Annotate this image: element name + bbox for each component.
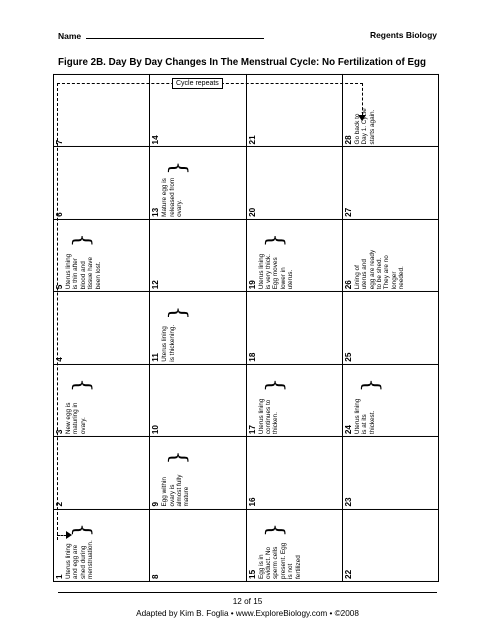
brace-icon: } (166, 160, 192, 175)
day-description: Egg within ovary is almost fully mature (161, 474, 191, 507)
calendar-day-cell (342, 509, 438, 581)
day-number: 10 (151, 425, 161, 435)
day-description: Uterus lining is very thick. Egg moves lower in uterus. (257, 253, 295, 290)
cycle-repeats-label: Cycle repeats (172, 78, 223, 89)
day-number: 3 (55, 429, 64, 435)
brace-icon: } (166, 450, 192, 465)
day-description: Uterus lining is at its thickest. (353, 398, 376, 435)
day-number: 19 (247, 280, 257, 290)
day-description: Uterus lining and egg are shed during menstruation. (65, 540, 95, 579)
calendar-day-cell (342, 437, 438, 509)
day-number: 7 (55, 139, 64, 145)
day-number: 9 (151, 501, 161, 507)
day-description: Uterus lining is thin after blood and tissue have been lost. (65, 253, 102, 290)
calendar-day-cell (150, 147, 246, 219)
brace-icon: } (262, 522, 288, 537)
day-number: 21 (247, 135, 257, 145)
page-number: 12 of 15 (232, 597, 263, 606)
brace-icon: } (70, 522, 95, 537)
calendar-week-row (54, 75, 150, 582)
day-description: Go back to Day 1. Cycle starts again. (353, 108, 376, 145)
day-number: 28 (343, 135, 353, 145)
day-number: 25 (343, 352, 353, 362)
brace-icon: } (70, 233, 95, 248)
calendar-day-cell (246, 147, 342, 219)
day-number: 26 (343, 280, 353, 290)
day-number: 4 (55, 357, 64, 362)
day-number: 15 (247, 569, 257, 579)
calendar-day-cell (150, 292, 246, 364)
brace-icon: } (262, 233, 288, 248)
calendar-week-row (150, 75, 246, 582)
calendar-day-cell (246, 509, 342, 581)
calendar-day-cell (342, 364, 438, 436)
calendar-day-cell (342, 292, 438, 364)
calendar-day-cell (54, 364, 150, 436)
day-number: 20 (247, 207, 257, 217)
calendar-day-cell (54, 437, 150, 509)
calendar-day-cell (54, 292, 150, 364)
name-label: Name (58, 31, 82, 41)
name-blank-line (86, 30, 264, 39)
day-number: 12 (151, 280, 161, 290)
day-description: Mature egg is released from ovary. (161, 177, 184, 217)
calendar-day-cell (342, 75, 438, 147)
calendar-day-cell (150, 437, 246, 509)
day-number: 8 (151, 574, 161, 579)
calendar-day-cell (342, 219, 438, 291)
day-number: 17 (247, 425, 257, 435)
brace-icon: } (262, 378, 288, 393)
brace-icon: } (166, 305, 192, 320)
day-number: 24 (343, 425, 353, 435)
calendar-day-cell (246, 219, 342, 291)
calendar-week-row (246, 75, 342, 582)
calendar-day-cell (54, 219, 150, 291)
calendar-day-cell (246, 75, 342, 147)
footer-divider (58, 592, 437, 593)
calendar-day-cell (342, 147, 438, 219)
calendar-day-cell (246, 437, 342, 509)
name-field-label (58, 30, 264, 41)
calendar-week-row (342, 75, 438, 582)
calendar-day-cell (246, 292, 342, 364)
course-title: Regents Biology (369, 30, 437, 40)
day-description: Uterus lining is thickening. (161, 324, 176, 362)
calendar-area (53, 78, 439, 578)
day-number: 16 (247, 497, 257, 507)
day-number: 5 (55, 284, 64, 290)
day-number: 27 (343, 207, 353, 217)
cycle-calendar (53, 74, 439, 582)
day-number: 18 (247, 352, 257, 362)
credit-line: Adapted by Kim B. Foglia • www.ExploreBiology.com • ©2008 (136, 609, 359, 618)
figure-title: Figure 2B. Day By Day Changes In The Menstrual Cycle: No Fertilization of Egg (58, 57, 426, 68)
day-description: Lining of uterus and egg are ready to be shed. They are no longer needed. (353, 249, 406, 290)
calendar-day-cell (54, 75, 150, 147)
brace-icon: } (358, 378, 384, 393)
day-description: Egg is in oviduct. No sperm cells present. Egg is not fertilized (257, 542, 302, 579)
calendar-day-cell (150, 509, 246, 581)
brace-icon: } (70, 378, 95, 393)
day-number: 13 (151, 207, 161, 217)
day-number: 6 (55, 212, 64, 217)
day-description: New egg is maturing in ovary. (65, 402, 87, 435)
day-number: 1 (55, 574, 64, 579)
calendar-day-cell (150, 364, 246, 436)
calendar-day-cell (54, 509, 150, 581)
day-number: 11 (151, 353, 161, 362)
day-number: 22 (343, 569, 353, 579)
day-number: 2 (55, 501, 64, 507)
calendar-day-cell (150, 219, 246, 291)
calendar-day-cell (246, 364, 342, 436)
calendar-day-cell (54, 147, 150, 219)
day-number: 23 (343, 497, 353, 507)
day-description: Uterus lining continues to thicken. (257, 398, 280, 435)
day-number: 14 (151, 135, 161, 145)
